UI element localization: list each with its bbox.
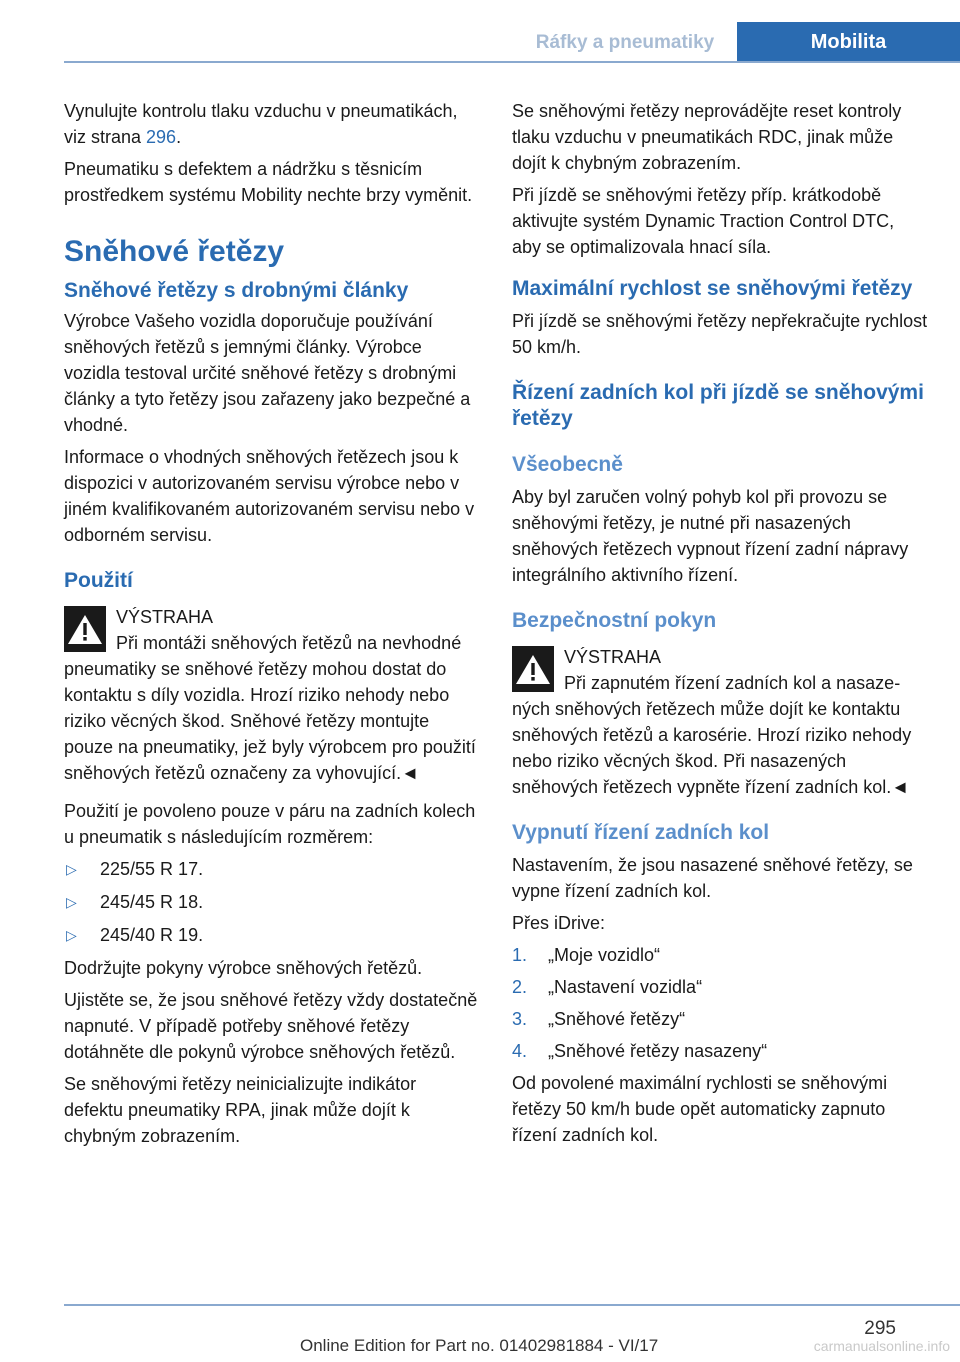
paragraph: Pneumatiku s defektem a nádržku s těsnicím prostředkem systému Mobility nechte brzy vyměnit. — [64, 159, 473, 205]
warning-text — [64, 630, 480, 786]
paragraph — [64, 98, 480, 150]
warning-title: VÝSTRAHA — [116, 607, 214, 627]
right-column — [512, 98, 928, 1154]
paragraph: Aby byl zaručen volný pohyb kol při provozu se sněhovými řetězy, je nutné při nasazených sněhových řetězech vypnout řízení zadní nápravy integrálního aktivního řízení. — [512, 487, 909, 585]
paragraph: Dodržujte pokyny výrobce sněhových řetězů. — [64, 958, 423, 978]
footer-rule — [64, 1304, 960, 1306]
bullet-icon: ▷ — [66, 861, 77, 877]
heading-snow-chains: Sněhové řetězy — [64, 235, 285, 268]
tyre-size-list — [64, 856, 480, 948]
paragraph: Výrobce Vašeho vozidla doporučuje používání sněhových řetězů s jemnými články. Výrobce vozidla testoval určité sněhové řetězy s drobnými články a tyto řetězy jsou zařazeny jako bezpečné a vhodné. — [64, 311, 471, 435]
step-number: 4. — [512, 1041, 528, 1061]
list-item — [512, 974, 928, 1000]
heading-general: Všeobecně — [512, 453, 623, 476]
bullet-icon: ▷ — [66, 894, 77, 910]
watermark: carmanualsonline.info — [813, 1338, 950, 1354]
paragraph: Použití je povoleno pouze v páru na zadních kolech u pneumatik s následujícím rozměrem: — [64, 801, 476, 847]
paragraph: Při jízdě se sněhovými řetězy nepřekračujte rychlost 50 km/h. — [512, 311, 928, 357]
list-item — [512, 1006, 928, 1032]
section-tab-rims-tyres[interactable]: Ráfky a pneumatiky — [535, 32, 715, 53]
paragraph: Přes iDrive: — [512, 913, 606, 933]
step-text: „Moje vozidlo“ — [548, 945, 661, 965]
warning-icon — [512, 646, 554, 692]
warning-body: Při zapnutém řízení zadních kol a nasazených sněhových řetězech může dojít ke kontaktu sněhových řetězů a karosérie. Hrozí riziko nehody nebo riziko věcných škod. Při nasazených sněhových řetězech vypněte řízení zadních kol.◄ — [512, 673, 912, 797]
paragraph: Nastavením, že jsou nasazené sněhové řetězy, se vypne řízení zadních kol. — [512, 855, 913, 901]
section-tab-mobility[interactable]: Mobilita — [737, 22, 960, 62]
paragraph: Při jízdě se sněhovými řetězy příp. krátkodobě aktivujte systém Dynamic Traction Control DTC, aby se optimalizovala hnací síla. — [512, 185, 895, 257]
step-number: 2. — [512, 977, 528, 997]
warning-text — [512, 670, 928, 800]
list-item — [64, 922, 480, 948]
paragraph: Informace o vhodných sněhových řetězech jsou k dispozici v autorizovaném servisu výrobce nebo v jiném kvalifikovaném autorizovaném servisu nebo v odborném servisu. — [64, 447, 475, 545]
list-item-text: 225/55 R 17. — [100, 859, 204, 879]
left-column — [64, 98, 480, 1155]
page-link[interactable]: 296 — [146, 127, 177, 147]
text: . — [176, 127, 182, 147]
list-item-text: 245/40 R 19. — [100, 925, 204, 945]
list-item — [64, 889, 480, 915]
list-item-text: 245/45 R 18. — [100, 892, 204, 912]
paragraph: Ujistěte se, že jsou sněhové řetězy vždy dostatečně napnuté. V případě potřeby sněhové řetězy dotáhněte dle pokynů výrobce sněhových řetězů. — [64, 990, 478, 1062]
heading-fine-link-chains: Sněhové řetězy s drobnými články — [64, 279, 409, 302]
list-item — [512, 942, 928, 968]
step-text: „Sněhové řetězy“ — [548, 1009, 686, 1029]
text: Vynulujte kontrolu tlaku vzduchu v pneumatikách, viz strana — [64, 101, 458, 147]
warning-block — [512, 644, 928, 800]
idrive-steps-list — [512, 942, 928, 1064]
edition-note: Online Edition for Part no. 01402981884 - VI/17 — [300, 1336, 659, 1355]
step-number: 3. — [512, 1009, 528, 1029]
heading-safety-note: Bezpečnostní pokyn — [512, 609, 717, 632]
warning-block — [64, 604, 480, 786]
page-header — [0, 0, 960, 62]
warning-icon — [64, 606, 106, 652]
paragraph: Od povolené maximální rychlosti se sněhovými řetězy 50 km/h bude opět automaticky zapnuto řízení zadních kol. — [512, 1073, 888, 1145]
page-number: 295 — [864, 1318, 896, 1339]
warning-title: VÝSTRAHA — [564, 647, 662, 667]
bullet-icon: ▷ — [66, 927, 77, 943]
heading-usage: Použití — [64, 569, 133, 592]
list-item — [512, 1038, 928, 1064]
warning-body: Při montáži sněhových řetězů na nevhodné pneumatiky se sněhové řetězy mohou dostat do kontaktu s díly vozidla. Hrozí riziko nehody nebo riziko věcných škod. Sněhové řetězy montujte pouze na pneumatiky, jež byly výrobcem pro použití sněhových řetězů označeny za vyhovující.◄ — [64, 633, 476, 783]
heading-max-speed: Maximální rychlost se sněhovými řetězy — [512, 277, 913, 300]
step-number: 1. — [512, 945, 528, 965]
paragraph: Se sněhovými řetězy neprovádějte reset kontroly tlaku vzduchu v pneumatikách RDC, jinak může dojít k chybným zobrazením. — [512, 101, 902, 173]
heading-rear-steering: Řízení zadních kol při jízdě se sněhovými řetězy — [512, 381, 924, 430]
step-text: „Nastavení vozidla“ — [548, 977, 703, 997]
heading-disable-rear-steering: Vypnutí řízení zadních kol — [512, 821, 770, 844]
list-item — [64, 856, 480, 882]
header-rule — [64, 61, 960, 63]
step-text: „Sněhové řetězy nasazeny“ — [548, 1041, 768, 1061]
paragraph: Se sněhovými řetězy neinicializujte indikátor defektu pneumatiky RPA, jinak může dojít k chybným zobrazením. — [64, 1074, 417, 1146]
